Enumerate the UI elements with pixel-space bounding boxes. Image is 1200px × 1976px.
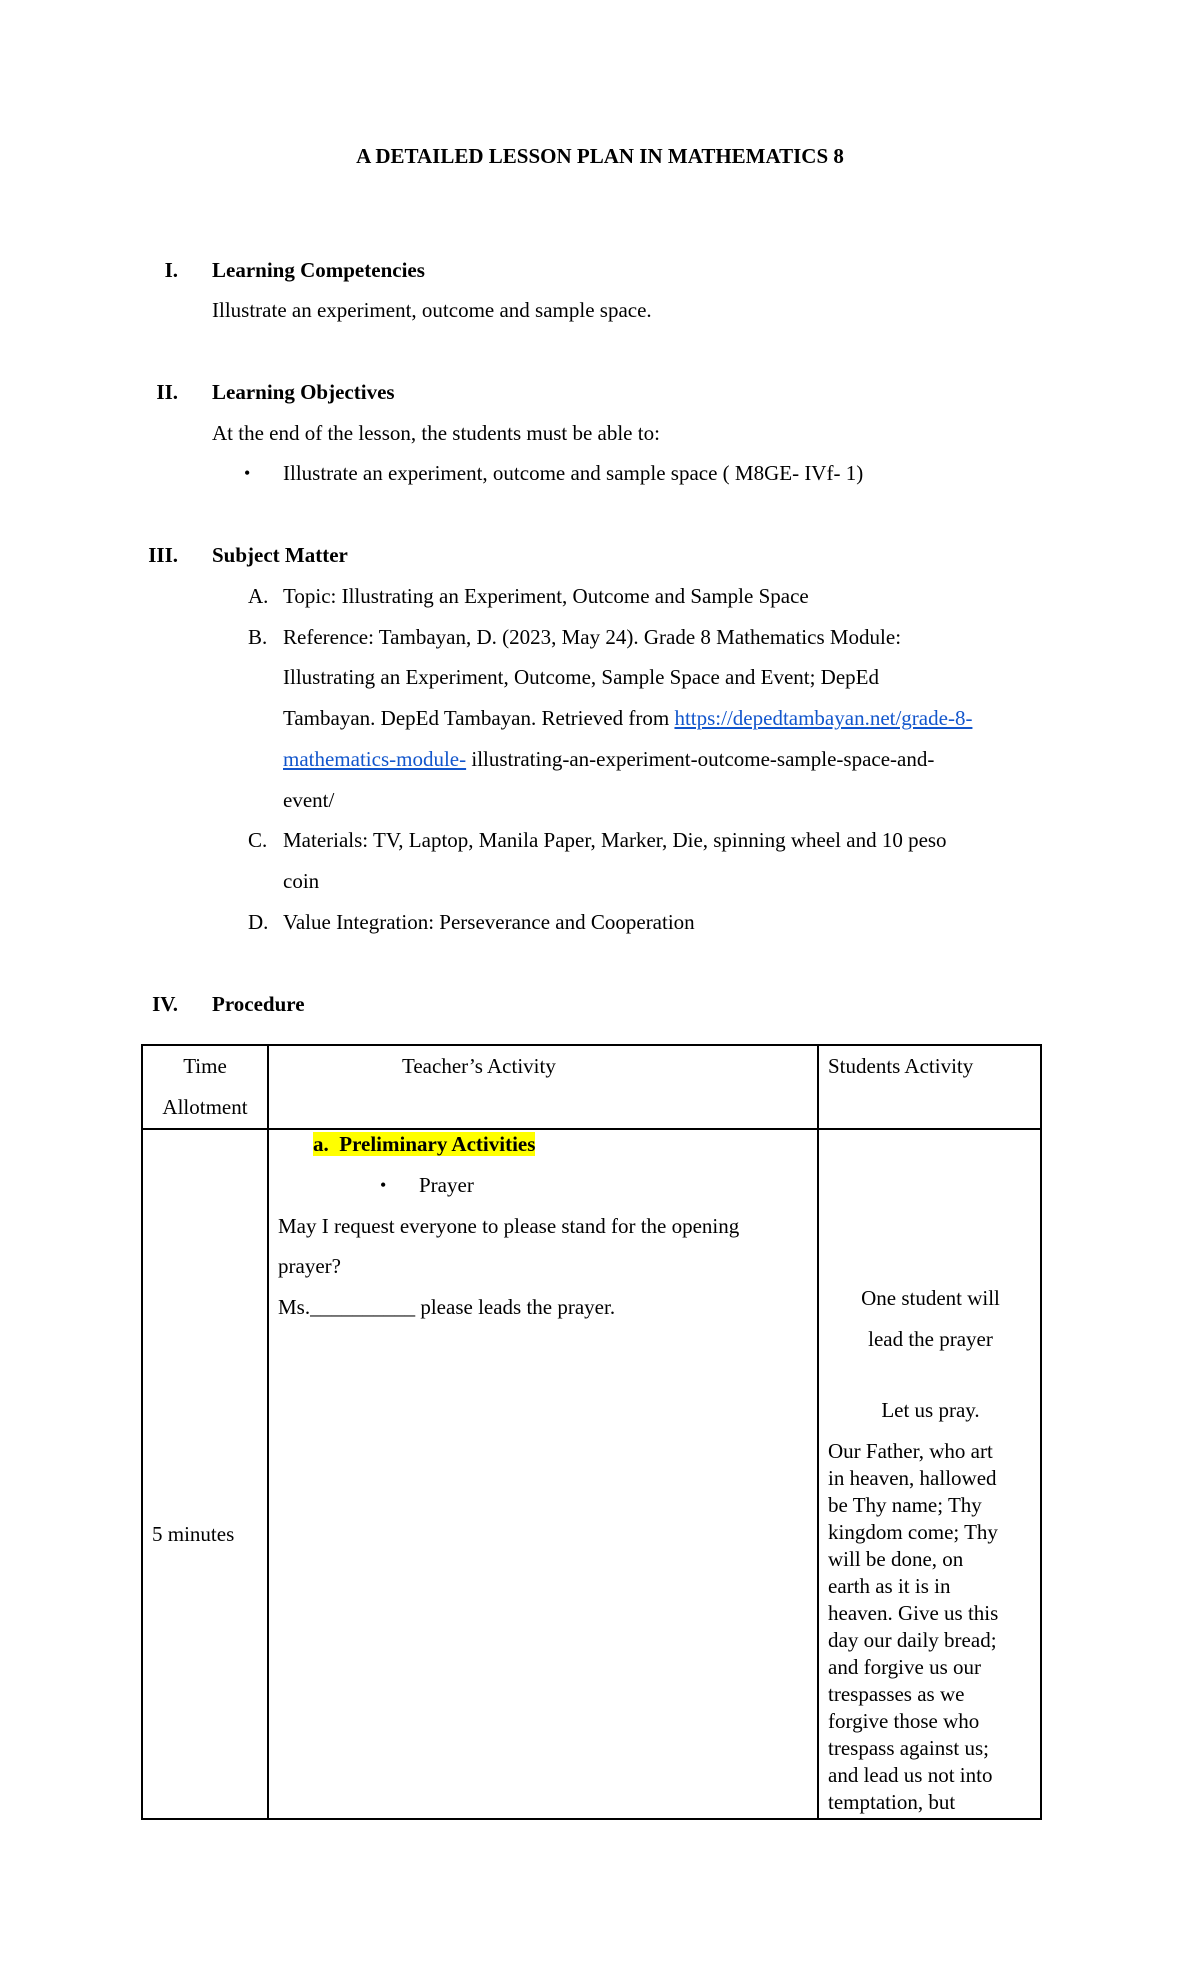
- preliminary-marker: a.: [313, 1132, 329, 1156]
- teacher-line-2: prayer?: [278, 1254, 341, 1278]
- objective-bullet-icon: •: [244, 463, 251, 483]
- table-row: [142, 1129, 1041, 1819]
- prayer-line: day our daily bread;: [828, 1628, 997, 1652]
- header-students-activity: [818, 1045, 1041, 1129]
- prayer-line: temptation, but: [828, 1790, 956, 1814]
- reference-line-4-text: illustrating-an-experiment-outcome-sample-space-and-: [466, 747, 935, 771]
- section-1-text: Illustrate an experiment, outcome and sample space.: [212, 298, 652, 322]
- materials-line-1: Materials: TV, Laptop, Manila Paper, Marker, Die, spinning wheel and 10 peso: [283, 828, 947, 852]
- header-teacher-label: Teacher’s Activity: [402, 1054, 556, 1078]
- header-teacher-activity: [268, 1045, 818, 1129]
- subject-a-marker: A.: [248, 584, 269, 608]
- prayer-line: heaven. Give us this: [828, 1601, 999, 1625]
- section-4-heading: Procedure: [212, 992, 305, 1016]
- section-1-heading: Learning Competencies: [212, 258, 425, 282]
- prayer-line: kingdom come; Thy: [828, 1520, 998, 1544]
- section-2-intro: At the end of the lesson, the students must be able to:: [212, 421, 660, 445]
- students-pray: Let us pray.: [881, 1398, 980, 1422]
- prayer-line: trespass against us;: [828, 1736, 989, 1760]
- teacher-line-3: Ms.__________ please leads the prayer.: [278, 1295, 616, 1319]
- prayer-item: Prayer: [419, 1173, 474, 1197]
- prayer-line: will be done, on: [828, 1547, 964, 1571]
- reference-line-1: Reference: Tambayan, D. (2023, May 24). Grade 8 Mathematics Module:: [283, 625, 902, 649]
- prayer-line: and lead us not into: [828, 1763, 993, 1787]
- teacher-cell: [268, 1129, 818, 1819]
- prayer-line: trespasses as we: [828, 1682, 965, 1706]
- time-cell: [142, 1129, 268, 1819]
- prayer-line: be Thy name; Thy: [828, 1493, 982, 1517]
- section-1-numeral: I.: [164, 258, 178, 282]
- section-2-heading: Learning Objectives: [212, 380, 395, 404]
- reference-link-part-2[interactable]: mathematics-module-: [283, 747, 467, 771]
- subject-b-marker: B.: [248, 625, 268, 649]
- prayer-text: [828, 1438, 998, 1816]
- prayer-line: forgive those who: [828, 1709, 980, 1733]
- section-3-numeral: III.: [148, 543, 178, 567]
- preliminary-heading: [313, 1130, 535, 1158]
- reference-line-5: event/: [283, 788, 335, 812]
- students-lead-line-1: One student will: [861, 1286, 1000, 1310]
- section-3-heading: Subject Matter: [212, 543, 348, 567]
- time-value: 5 minutes: [152, 1522, 235, 1546]
- reference-line-3: [283, 704, 972, 732]
- reference-line-4: [283, 745, 934, 773]
- header-time-line-1: Time: [183, 1054, 227, 1078]
- reference-line-2: Illustrating an Experiment, Outcome, Sample Space and Event; DepEd: [283, 665, 879, 689]
- prayer-line: and forgive us our: [828, 1655, 981, 1679]
- document-title: A DETAILED LESSON PLAN IN MATHEMATICS 8: [356, 144, 844, 168]
- subject-c-marker: C.: [248, 828, 268, 852]
- prayer-line: earth as it is in: [828, 1574, 951, 1598]
- objective-item: Illustrate an experiment, outcome and sample space ( M8GE- IVf- 1): [283, 461, 864, 485]
- students-cell: [818, 1129, 1041, 1819]
- procedure-table: [141, 1044, 1042, 1820]
- prayer-bullet-icon: •: [380, 1175, 387, 1195]
- subject-topic: Topic: Illustrating an Experiment, Outcome and Sample Space: [283, 584, 809, 608]
- header-time-allotment: [142, 1045, 268, 1129]
- materials-line-2: coin: [283, 869, 320, 893]
- section-4-numeral: IV.: [152, 992, 178, 1016]
- value-integration: Value Integration: Perseverance and Cooperation: [283, 910, 695, 934]
- students-lead: [819, 1278, 1042, 1360]
- header-students-label: Students Activity: [828, 1054, 974, 1078]
- prayer-line: Our Father, who art: [828, 1439, 993, 1463]
- prayer-line: in heaven, hallowed: [828, 1466, 997, 1490]
- reference-link-part-1[interactable]: https://depedtambayan.net/grade-8-: [674, 706, 973, 730]
- header-time-line-2: Allotment: [162, 1095, 248, 1119]
- teacher-line-1: May I request everyone to please stand for the opening: [278, 1214, 740, 1238]
- reference-line-3-text: Tambayan. DepEd Tambayan. Retrieved from: [283, 706, 675, 730]
- preliminary-title: Preliminary Activities: [339, 1132, 536, 1156]
- students-lead-line-2: lead the prayer: [868, 1327, 993, 1351]
- table-header-row: [142, 1045, 1041, 1129]
- subject-d-marker: D.: [248, 910, 269, 934]
- section-2-numeral: II.: [156, 380, 178, 404]
